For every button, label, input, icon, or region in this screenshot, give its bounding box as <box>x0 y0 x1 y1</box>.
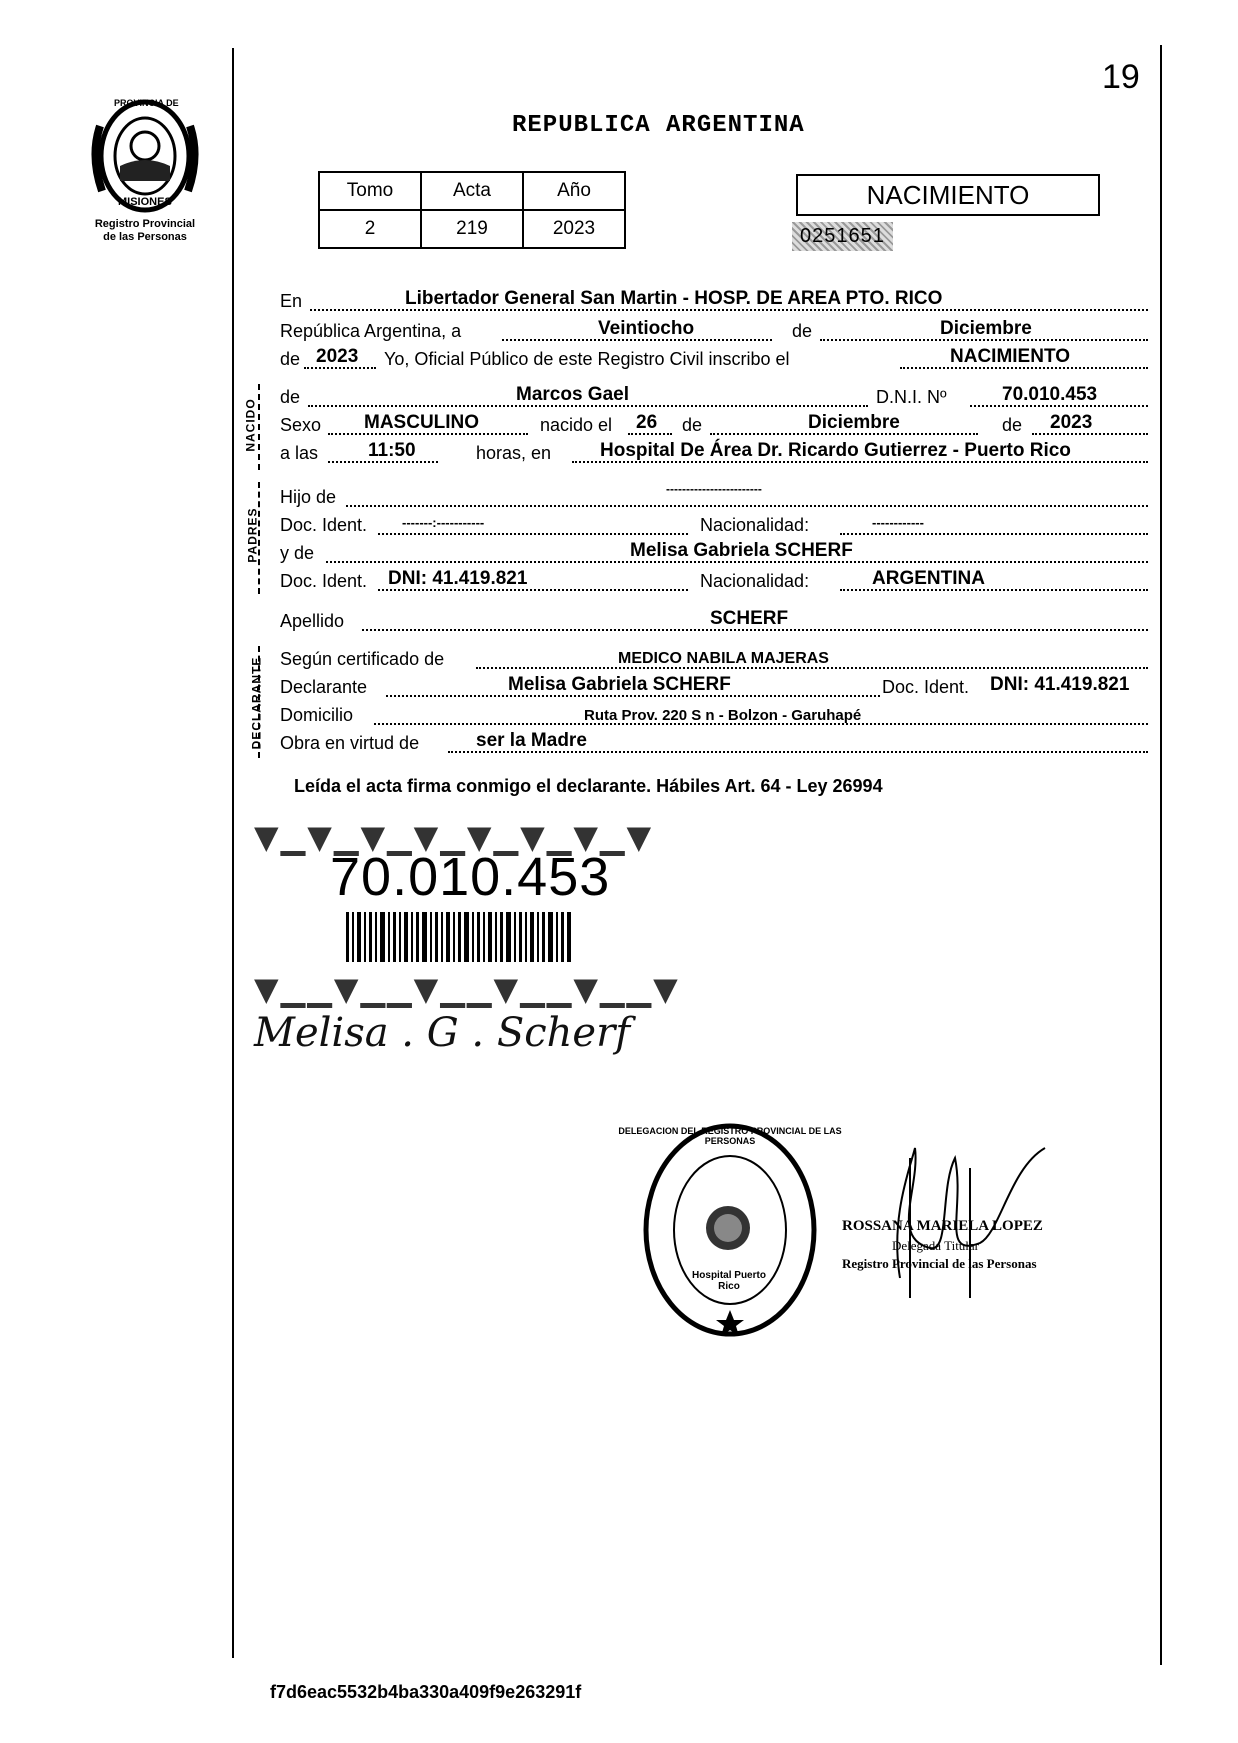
row-declarant <box>280 674 1148 700</box>
seal-inner-text: Hospital Puerto Rico <box>692 1270 766 1292</box>
printed-dni: 70.010.453 <box>330 847 611 907</box>
label-de-year: de <box>280 349 301 369</box>
barcode <box>346 912 572 967</box>
barcode-icon <box>346 912 572 962</box>
label-doc-ident-father: Doc. Ident. <box>280 515 368 535</box>
value-address: Ruta Prov. 220 S n - Bolzon - Garuhapé <box>584 707 862 724</box>
value-birth-year: 2023 <box>1050 412 1093 433</box>
value-capacity: ser la Madre <box>476 730 587 751</box>
label-a-las: a las <box>280 443 319 463</box>
value-birth-time: 11:50 <box>368 440 416 461</box>
document-title: REPUBLICA ARGENTINA <box>512 112 805 139</box>
official-seal <box>618 1120 842 1345</box>
row-place <box>280 288 1148 314</box>
ornament-top: ▼▁▼▁▼▁▼▁▼▁▼▁▼▁▼ <box>254 818 654 856</box>
value-place: Libertador General San Martin - HOSP. DE AREA PTO. RICO <box>405 288 943 309</box>
value-surname: SCHERF <box>710 608 789 629</box>
reference-header-anio: Año <box>523 172 625 210</box>
row-address <box>280 702 1148 728</box>
label-dni-no: D.N.I. Nº <box>876 387 947 407</box>
document-type-box: NACIMIENTO <box>796 174 1100 216</box>
official-name: ROSSANA MARIELA LOPEZ <box>842 1218 1043 1234</box>
label-apellido: Apellido <box>280 611 345 631</box>
reference-header-acta: Acta <box>421 172 523 210</box>
label-en: En <box>280 291 303 311</box>
label-de-birth-year: de <box>1002 415 1023 435</box>
reference-header-row <box>319 172 625 210</box>
reference-value-row <box>319 210 625 248</box>
value-declarant-doc: DNI: 41.419.821 <box>990 674 1130 695</box>
logo-caption-line1: Registro Provincial <box>94 218 196 230</box>
label-doc-ident-mother: Doc. Ident. <box>280 571 368 591</box>
seal-icon <box>640 1120 820 1340</box>
side-label-padres: PADRES <box>245 507 260 563</box>
reference-value-tomo: 2 <box>319 210 421 248</box>
official-role: Delegada Titular <box>892 1238 980 1253</box>
declarant-signature: Melisa . G . Scherf <box>254 1010 630 1056</box>
value-day-words: Veintiocho <box>598 318 695 339</box>
row-father-doc <box>280 512 1148 538</box>
value-father-doc: -------:----------- <box>402 515 485 530</box>
reference-table <box>318 171 626 249</box>
ornament-bottom: ▼▁▁▼▁▁▼▁▁▼▁▁▼▁▁▼ <box>254 970 680 1008</box>
legal-text: Leída el acta firma conmigo el declarante. Hábiles Art. 64 - Ley 26994 <box>294 776 883 796</box>
value-birth-month: Diciembre <box>808 412 900 433</box>
official-office: Registro Provincial de las Personas <box>842 1256 1037 1271</box>
value-month: Diciembre <box>940 318 1032 339</box>
province-logo <box>80 96 210 221</box>
label-horas-en: horas, en <box>476 443 552 463</box>
value-sex: MASCULINO <box>364 412 480 433</box>
seal-outer-text: DELEGACION DEL REGISTRO PROVINCIAL DE LAS PERSONAS <box>618 1126 842 1146</box>
label-nacido-el: nacido el <box>540 415 613 435</box>
row-father <box>280 484 1148 510</box>
row-time-place <box>280 440 1148 466</box>
logo-caption <box>75 218 215 244</box>
label-doc-ident-declarant: Doc. Ident. <box>882 677 970 697</box>
value-dni: 70.010.453 <box>1002 384 1098 405</box>
label-nacionalidad-mother: Nacionalidad: <box>700 571 810 591</box>
label-domicilio: Domicilio <box>280 705 354 725</box>
label-de-name: de <box>280 387 301 407</box>
label-republica-a: República Argentina, a <box>280 321 462 341</box>
row-certificate <box>280 646 1148 672</box>
logo-text-bottom: MISIONES <box>118 196 172 208</box>
row-date <box>280 318 1148 344</box>
value-mother-nationality: ARGENTINA <box>872 568 985 589</box>
value-declarant: Melisa Gabriela SCHERF <box>508 674 731 695</box>
left-margin-line <box>232 48 234 1658</box>
value-birth-day: 26 <box>636 412 658 433</box>
label-hijo-de: Hijo de <box>280 487 337 507</box>
reference-value-anio: 2023 <box>523 210 625 248</box>
row-sex-birth <box>280 412 1148 438</box>
nacido-sidebar-line <box>258 384 260 470</box>
value-name: Marcos Gael <box>516 384 629 405</box>
label-y-de: y de <box>280 543 315 563</box>
logo-caption-line2: de las Personas <box>103 231 187 243</box>
row-mother-doc <box>280 568 1148 594</box>
label-segun-certificado: Según certificado de <box>280 649 445 669</box>
label-de-birth-month: de <box>682 415 703 435</box>
label-yo-inscribo: Yo, Oficial Público de este Registro Civil inscribo el <box>384 349 790 369</box>
row-name <box>280 384 1148 410</box>
right-margin-line <box>1160 45 1162 1665</box>
value-mother-doc: DNI: 41.419.821 <box>388 568 528 589</box>
reference-value-acta: 219 <box>421 210 523 248</box>
serial-number: 0251651 <box>792 222 893 251</box>
side-label-nacido: NACIDO <box>243 398 258 452</box>
value-event: NACIMIENTO <box>950 346 1070 367</box>
reference-header-tomo: Tomo <box>319 172 421 210</box>
row-mother <box>280 540 1148 566</box>
page-number: 19 <box>1102 58 1140 96</box>
label-declarante: Declarante <box>280 677 368 697</box>
logo-text-top: PROVINCIA DE <box>114 98 179 108</box>
label-nacionalidad-father: Nacionalidad: <box>700 515 810 535</box>
label-de-month: de <box>792 321 813 341</box>
value-certificate: MEDICO NABILA MAJERAS <box>618 650 829 667</box>
value-father: ------------------------ <box>666 482 762 496</box>
value-year: 2023 <box>316 346 359 367</box>
value-birth-place: Hospital De Área Dr. Ricardo Gutierrez - Puerto Rico <box>600 440 1071 461</box>
row-capacity <box>280 730 1148 756</box>
document-hash: f7d6eac5532b4ba330a409f9e263291f <box>270 1682 582 1702</box>
label-obra-en-virtud: Obra en virtud de <box>280 733 420 753</box>
row-surname <box>280 608 1148 634</box>
row-year-event <box>280 346 1148 372</box>
value-father-nationality: ------------ <box>872 515 924 530</box>
label-sexo: Sexo <box>280 415 322 435</box>
side-label-declarante: DECLARANTE <box>249 656 264 750</box>
value-mother: Melisa Gabriela SCHERF <box>630 540 853 561</box>
